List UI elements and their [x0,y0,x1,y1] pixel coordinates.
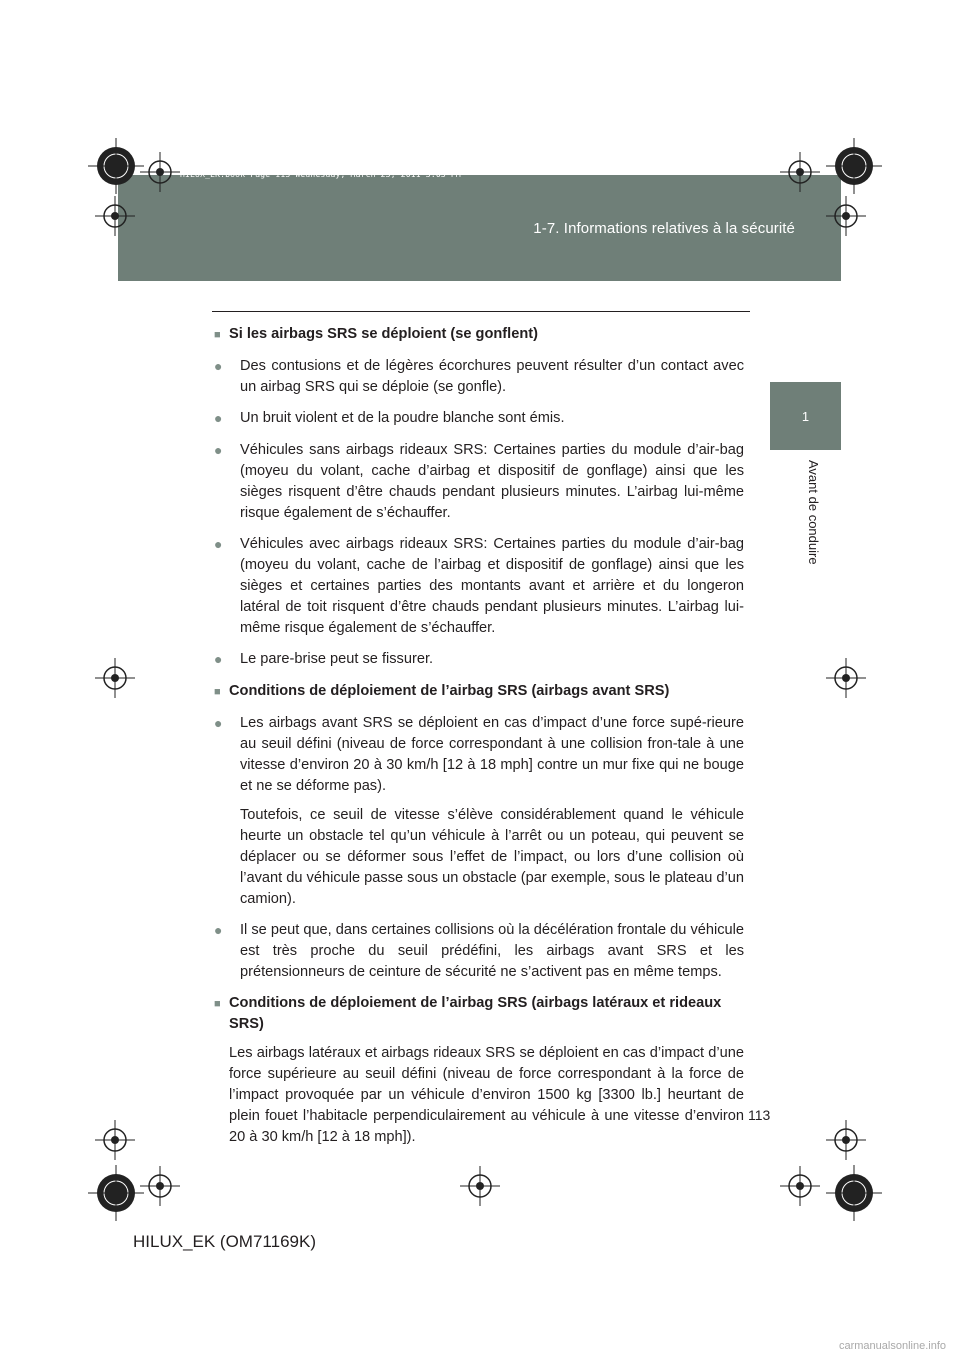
chapter-label: Avant de conduire [806,460,821,565]
round-bullet-icon [214,713,240,797]
crosshair-mark [826,196,866,236]
registration-mark [826,138,882,194]
round-bullet-icon [214,408,240,430]
registration-mark [826,1165,882,1221]
paragraph: Les airbags latéraux et airbags rideaux SRS se déploient en cas d’impact d’une force supérieure au seuil défini (niveau de force correspondant à la force de l’impact provoquée par un véhicule d’environ 1500 kg [3300 lb.] heurtant de plein fouet l’habitacle perpendiculairement au véhicule à une vitesse d’environ 20 à 30 km/h [12 à 18 mph]). [229,1045,744,1145]
registration-mark [88,1165,144,1221]
top-rule [212,311,750,312]
round-bullet-icon [214,440,240,524]
crosshair-mark [826,1120,866,1160]
round-bullet-icon [214,534,240,639]
square-bullet-icon [214,681,229,703]
chapter-tab [770,382,841,450]
page-number: 113 [748,1107,771,1123]
square-bullet-icon [214,324,229,346]
crosshair-mark [140,1166,180,1206]
round-bullet-icon [214,649,240,671]
book-stamp: HILUX_EK.book Page 113 Wednesday, March 23, 2011 3:03 PM [180,170,461,179]
model-code: HILUX_EK (OM71169K) [133,1232,316,1251]
crosshair-mark [460,1166,500,1206]
chapter-tab-number: 1 [801,408,810,424]
round-bullet-icon [214,920,240,983]
section-title: 1-7. Informations relatives à la sécurité [533,220,795,237]
list-item: ● Un bruit violent et de la poudre blanche sont émis. [214,408,744,430]
list-item: ● Véhicules avec airbags rideaux SRS: Certaines parties du module d’air-bag (moyeu du volant, cache de l’airbag et dispositif de gonflage) ainsi que les sièges et certaines parties des montants avant et arrière et du longeron latéral de toit risquent d’être chauds pendant plusieurs minutes. L’airbag lui-même risque également de s’échauffer. [214,534,744,639]
list-item: ● Il se peut que, dans certaines collisions où la décélération frontale du véhicule est très proche du seuil prédéfini, les airbags avant SRS et les prétensionneurs de ceinture de sécurité ne s’activent pas en même temps. [214,920,744,983]
crosshair-mark [780,1166,820,1206]
crosshair-mark [140,152,180,192]
crosshair-mark [780,152,820,192]
list-item: ● Le pare-brise peut se fissurer. [214,649,744,671]
section-heading-side: ■ Conditions de déploiement de l’airbag SRS (airbags latéraux et rideaux SRS) [214,993,744,1035]
paragraph: Toutefois, ce seuil de vitesse s’élève considérablement quand le véhicule heurte un obstacle tel qu’un véhicule à l’arrêt ou un poteau, qui peuvent se déplacer ou se déformer sous l’effet de l’impact, ou lors d’une collision où l’avant du véhicule passe sous un obstacle (par exemple, sous le plateau d’un camion). [240,807,744,907]
list-item: ● Les airbags avant SRS se déploient en cas d’impact d’une force supé-rieure au seuil défini (niveau de force correspondant à une collision fron-tale à une vitesse d’environ 20 à 30 km/h [12 à 18 mph] contre un mur fixe qui ne bouge et ne se déforme pas). [214,713,744,797]
section-heading-front: ■ Conditions de déploiement de l’airbag SRS (airbags avant SRS) [214,681,744,703]
watermark: carmanualsonline.info [838,1340,946,1352]
list-item: ● Véhicules sans airbags rideaux SRS: Certaines parties du module d’air-bag (moyeu du volant, cache d’airbag et dispositif de gonflage) ainsi que les sièges risquent d’être chauds pendant plusieurs minutes. L’airbag lui-même risque également de s’échauffer. [214,440,744,524]
crosshair-mark [95,196,135,236]
round-bullet-icon [214,356,240,398]
square-bullet-icon [214,993,229,1035]
list-item: ● Des contusions et de légères écorchures peuvent résulter d’un contact avec un airbag SRS qui se déploie (se gonfle). [214,356,744,398]
page-content [214,324,744,1158]
crosshair-mark [95,1120,135,1160]
crosshair-mark [826,658,866,698]
registration-mark [88,138,144,194]
section-heading-deploy: ■ Si les airbags SRS se déploient (se gonflent) [214,324,744,346]
crosshair-mark [95,658,135,698]
